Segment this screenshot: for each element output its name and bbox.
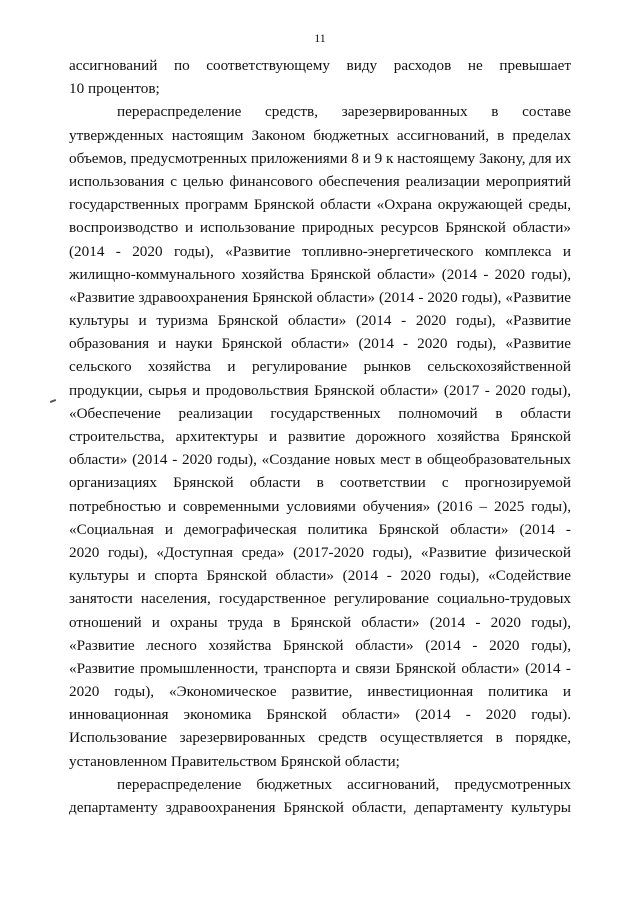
text-line: занятости населения, государственное регулирование социально-трудовых (69, 590, 571, 608)
text-line: 2020 годы), «Доступная среда» (2017-2020 годы), «Развитие физической (69, 543, 571, 561)
text-line: строительства, архитектуры и развитие дорожного хозяйства Брянской (69, 428, 571, 445)
text-line: потребностью и современными условиями обучения» (2016 – 2025 годы), (69, 497, 571, 515)
text-line: утвержденных настоящим Законом бюджетных ассигнований, в пределах (69, 126, 571, 144)
text-line: «Развитие лесного хозяйства Брянской области» (2014 - 2020 годы), (69, 636, 571, 654)
text-line: государственных программ Брянской области «Охрана окружающей среды, (69, 196, 571, 214)
text-line: «Развитие здравоохранения Брянской области» (2014 - 2020 годы), «Развитие (69, 288, 571, 306)
text-line: культуры и туризма Брянской области» (2014 - 2020 годы), «Развитие (69, 312, 571, 330)
text-line: образования и науки Брянской области» (2014 - 2020 годы), «Развитие (69, 335, 571, 353)
text-line: продукции, сырья и продовольствия Брянской области» (2017 - 2020 годы), (69, 381, 571, 399)
text-line: сельского хозяйства и регулирование рынков сельскохозяйственной (69, 358, 571, 376)
text-line: культуры и спорта Брянской области» (2014 - 2020 годы), «Содействие (69, 567, 571, 585)
text-line: ассигнований по соответствующему виду расходов не превышает (69, 57, 571, 74)
text-line: Использование зарезервированных средств осуществляется в порядке, (69, 729, 571, 747)
text-line: отношений и охраны труда в Брянской области» (2014 - 2020 годы), (69, 613, 571, 631)
text-line: жилищно-коммунального хозяйства Брянской области» (2014 - 2020 годы), (69, 265, 571, 283)
text-line: перераспределение бюджетных ассигнований, предусмотренных (117, 775, 571, 793)
margin-mark (50, 399, 56, 403)
text-line: «Социальная и демографическая политика Брянской области» (2014 - (69, 520, 571, 538)
text-line: области» (2014 - 2020 годы), «Создание новых мест в общеобразовательных (69, 451, 571, 469)
text-line: 10 процентов; (69, 80, 160, 98)
text-line: «Обеспечение реализации государственных полномочий в области (69, 404, 571, 422)
text-line: воспроизводство и использование природных ресурсов Брянской области» (69, 219, 571, 237)
page-number: 11 (314, 31, 326, 45)
text-line: инновационная экономика Брянской области» (2014 - 2020 годы). (69, 706, 571, 724)
text-line: (2014 - 2020 годы), «Развитие топливно-энергетического комплекса и (69, 242, 571, 260)
body-text (69, 54, 571, 819)
text-line: 2020 годы), «Экономическое развитие, инвестиционная политика и (69, 683, 571, 701)
text-line: организациях Брянской области в соответствии с прогнозируемой (69, 474, 571, 492)
text-line: объемов, предусмотренных приложениями 8 и 9 к настоящему Закону, для их (69, 149, 572, 167)
text-line: использования с целью финансового обеспечения реализации мероприятий (69, 172, 571, 190)
text-line: департаменту здравоохранения Брянской области, департаменту культуры (69, 799, 571, 816)
text-line: перераспределение средств, зарезервированных в составе (117, 103, 571, 121)
text-line: установленном Правительством Брянской области; (69, 752, 400, 770)
text-line: «Развитие промышленности, транспорта и связи Брянской области» (2014 - (69, 659, 571, 677)
